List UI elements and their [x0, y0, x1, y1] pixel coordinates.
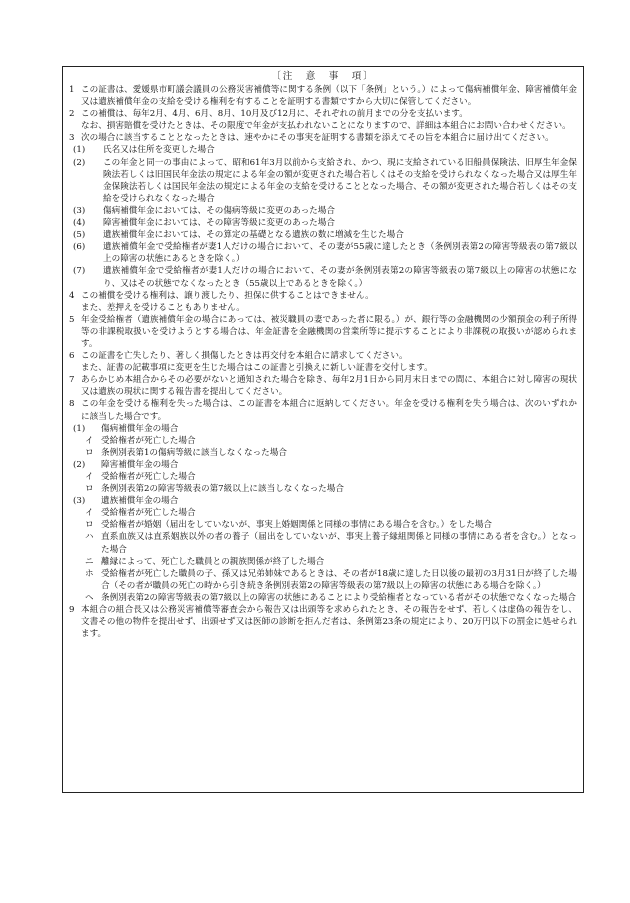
- sub-item-number: (7): [73, 266, 86, 277]
- kana-item: [69, 592, 577, 604]
- notice-item-8: [69, 398, 577, 422]
- notice-item-5: [69, 314, 577, 350]
- item-text: この補償を受ける権利は、譲り渡したり、担保に供することはできません。: [81, 290, 374, 301]
- item-text: この年金を受ける権利を失った場合は、この証書を本組合に返納してください。年金を受ける権利を失う場合は、次のいずれかに該当した場合です。: [81, 399, 577, 422]
- item-text: この証書を亡失したり、著しく損傷したときは再交付を本組合に請求してください。: [81, 351, 408, 362]
- sub-item: [69, 144, 577, 156]
- sub-item-number: (3): [73, 205, 86, 216]
- sub-item-number: (3): [73, 496, 86, 507]
- sub-item-text: 遺族補償年金で受給権者が妻1人だけの場合において、その妻が条例別表第2の障害等級表の第7級以上の障害の状態になり、又はその状態でなくなったとき（55歳以上であるときを除く。）: [103, 266, 577, 289]
- sub-item: [69, 229, 577, 241]
- kana-item: [69, 568, 577, 592]
- kana-item-marker: イ: [85, 472, 94, 482]
- notice-box: [62, 66, 584, 793]
- sub-item-text: 遺族補償年金においては、その算定の基礎となる遺族の数に増減を生じた場合: [103, 230, 404, 241]
- sub-group-label: 傷病補償年金の場合: [101, 423, 179, 434]
- kana-item: [69, 435, 577, 447]
- sub-group-label: 障害補償年金の場合: [101, 459, 179, 470]
- sub-item: [69, 217, 577, 229]
- sub-group-heading: [69, 495, 577, 507]
- item-number: 1: [69, 85, 75, 95]
- item-number: 5: [69, 314, 75, 325]
- kana-item-marker: イ: [85, 508, 94, 519]
- notice-title: 〔注 意 事 項〕: [271, 71, 375, 82]
- kana-item-text: 受給権者が死亡した場合: [101, 472, 196, 482]
- kana-item-text: 受給権者が死亡した場合: [101, 435, 196, 446]
- item-number: 7: [69, 375, 75, 386]
- item-number: 6: [69, 351, 75, 362]
- notice-item-7: [69, 374, 577, 398]
- notice-item-9: [69, 604, 577, 640]
- sub-item-text: 遺族補償年金で受給権者が妻1人だけの場合において、その妻が55歳に達したとき（条例別表第2の障害等級表の第7級以上の障害の状態にあるときを除く。）: [103, 242, 577, 265]
- item-text: 年金受給権者（遺族補償年金の場合にあっては、被災職員の妻であった者に限る。）が、銀行等の金融機関の少額預金の利子所得等の非課税取扱いを受けようとする場合は、年金証書を金融機関の営業所等に提示することにより非課税の取扱いが認められます。: [81, 314, 577, 349]
- kana-item-marker: イ: [85, 435, 94, 446]
- item-text: この証書は、愛媛県市町議会議員の公務災害補償等に関する条例（以下「条例」という。）によって傷病補償年金、障害補償年金又は遺族補償年金の支給を受ける権利を有することを証明する書類ですから大切に保管してください。: [81, 85, 577, 108]
- kana-item-marker: ロ: [85, 447, 94, 458]
- sub-item: [69, 157, 577, 205]
- notice-item-4: [69, 290, 577, 314]
- sub-item: [69, 241, 577, 265]
- item-text: この補償は、毎年2月、4月、6月、8月、10月及び12月に、それぞれの前月までの分を支払います。: [81, 109, 468, 120]
- sub-group-label: 遺族補償年金の場合: [101, 496, 179, 507]
- sub-item-text: 傷病補償年金においては、その傷病等級に変更のあった場合: [103, 205, 335, 216]
- kana-item-text: 受給権者が婚姻（届出をしていないが、事実上婚姻関係と同様の事情にある場合を含む。）をした場合: [101, 520, 493, 531]
- sub-item-number: (1): [73, 145, 86, 156]
- item-continuation: また、証書の記載事項に変更を生じた場合はこの証書と引換えに新しい証書を交付します。: [81, 363, 433, 374]
- sub-item-number: (2): [73, 459, 86, 470]
- kana-item: [69, 556, 577, 568]
- item-number: 8: [69, 399, 75, 410]
- item-text: あらかじめ本組合からその必要がないと通知された場合を除き、毎年2月1日から同月末日までの間に、本組合に対し障害の現状又は遺族の現状に関する報告書を提出してください。: [81, 375, 577, 398]
- kana-item-marker: ロ: [85, 484, 94, 495]
- kana-item-text: 条例別表第2の障害等級表の第7級以上に該当しなくなった場合: [101, 484, 344, 495]
- item-continuation: なお、損害賠償を受けたときは、その限度で年金が支払われないことになりますので、詳細は本組合にお問い合わせください。: [81, 121, 571, 132]
- kana-item-marker: ロ: [85, 520, 94, 531]
- sub-item-number: (2): [73, 157, 86, 168]
- notice-item-2: [69, 108, 577, 132]
- kana-item-text: 条例別表第2の障害等級表の第7級以上の障害の状態にあることにより受給権者となっている者がその状態でなくなった場合: [101, 592, 577, 603]
- notice-item-6: [69, 350, 577, 374]
- sub-item: [69, 205, 577, 217]
- kana-item-marker: ヘ: [85, 592, 94, 603]
- kana-item: [69, 471, 577, 483]
- kana-item: [69, 507, 577, 519]
- sub-item-number: (4): [73, 218, 86, 229]
- kana-item-text: 受給権者が死亡した職員の子、孫又は兄弟姉妹であるときは、その者が18歳に達した日以後の最初の3月31日が終了した場合（その者が職員の死亡の時から引き続き条例別表第2の障害等級表の第7級以上の障害の状態にある場合を除く。）: [101, 568, 577, 591]
- item-number: 2: [69, 109, 75, 120]
- sub-item-text: 氏名又は住所を変更した場合: [103, 145, 215, 156]
- kana-item-text: 受給権者が死亡した場合: [101, 508, 196, 519]
- kana-item-text: 条例別表第1の傷病等級に該当しなくなった場合: [101, 447, 287, 458]
- sub-item-number: (1): [73, 423, 86, 434]
- kana-item: [69, 531, 577, 555]
- sub-item-text: 障害補償年金においては、その障害等級に変更のあった場合: [103, 218, 335, 229]
- notice-item-3: [69, 132, 577, 144]
- kana-item-marker: ハ: [85, 532, 94, 543]
- kana-item: [69, 519, 577, 531]
- kana-item: [69, 483, 577, 495]
- sub-group-heading: [69, 423, 577, 435]
- item-text: 次の場合に該当することとなったときは、速やかにその事実を証明する書類を添えてその旨を本組合に届け出てください。: [81, 133, 554, 144]
- kana-item: [69, 447, 577, 459]
- sub-item-text: この年金と同一の事由によって、昭和61年3月以前から支給され、かつ、現に支給されている旧船員保険法、旧厚生年金保険法若しくは旧国民年金法の規定による年金の額が変更された場合若しくはその支給を受けられなくなった場合又は厚生年金保険法若しくは国民年金法の規定による年金の支給を受けることとなった場合、その額が変更された場合若しくはその支給を受けられなくなった場合: [103, 157, 577, 204]
- kana-item-text: 離縁によって、死亡した職員との親族関係が終了した場合: [101, 556, 325, 567]
- kana-item-marker: ホ: [85, 568, 94, 579]
- sub-item-number: (5): [73, 230, 86, 241]
- kana-item-text: 直系血族又は直系姻族以外の者の養子（届出をしていないが、事実上養子縁組関係と同様の事情にある者を含む。）となった場合: [101, 532, 577, 555]
- sub-item: [69, 265, 577, 289]
- item-number: 3: [69, 133, 75, 144]
- kana-item-marker: ニ: [85, 556, 94, 567]
- notice-item-1: [69, 84, 577, 108]
- item-text: 本組合の組合長又は公務災害補償等審査会から報告又は出頭等を求められたとき、その報告をせず、若しくは虚偽の報告をし、文書その他の物件を提出せず、出頭せず又は医師の診断を拒んだ者は、条例第23条の規定により、20万円以下の罰金に処せられます。: [81, 605, 577, 640]
- item-number: 9: [69, 605, 75, 616]
- sub-item-number: (6): [73, 242, 86, 253]
- item-continuation: また、差押えを受けることもありません。: [81, 302, 245, 313]
- item-number: 4: [69, 290, 75, 301]
- sub-group-heading: [69, 459, 577, 471]
